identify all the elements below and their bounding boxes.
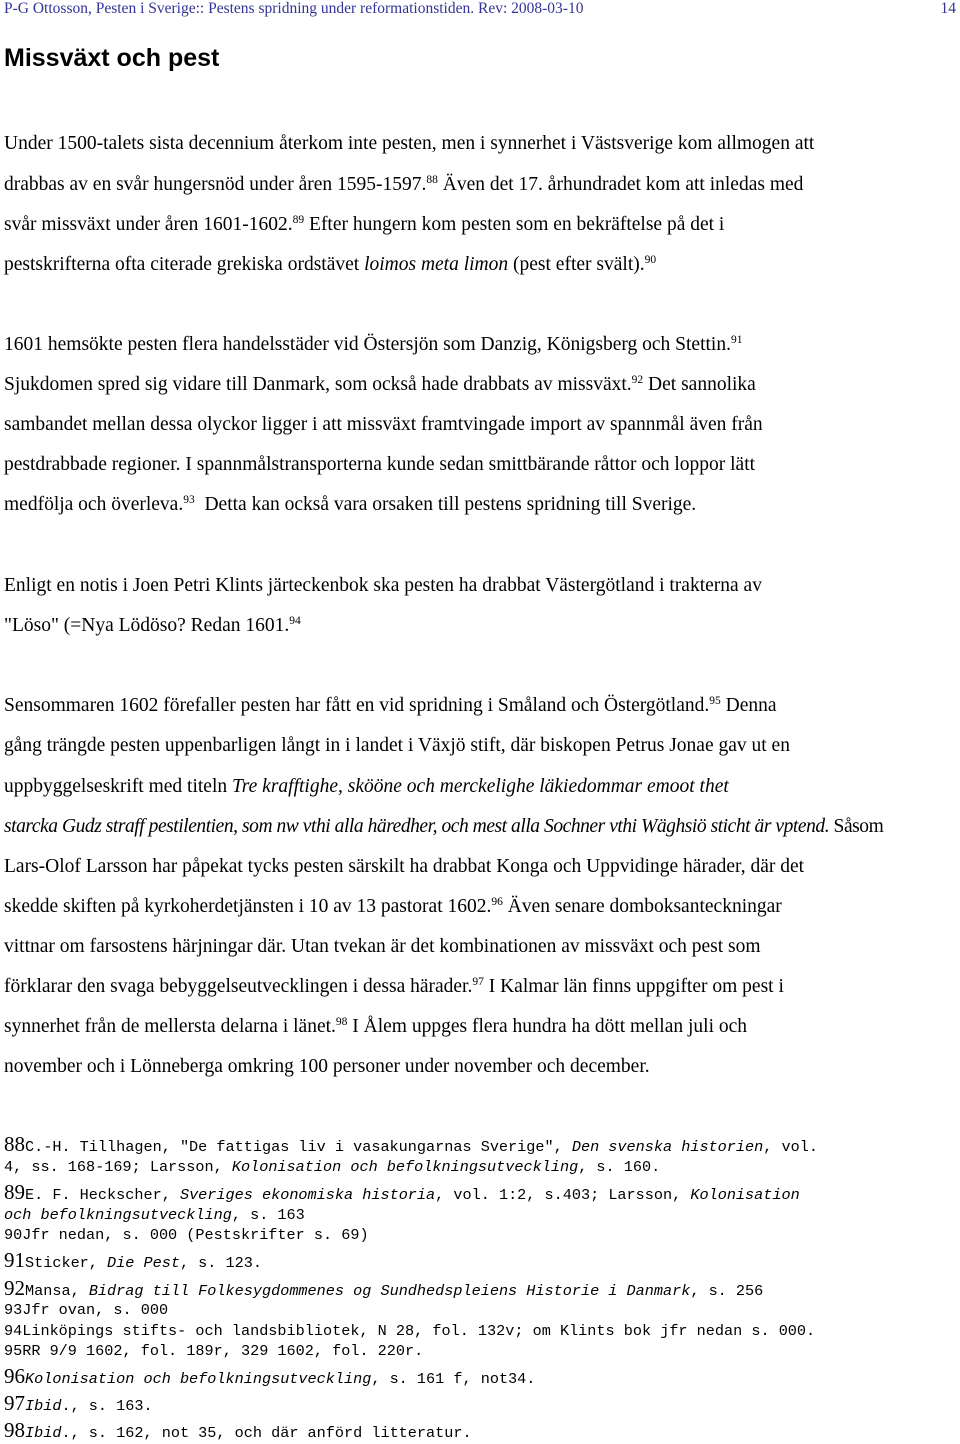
body-line: uppbyggelseskrift med titeln Tre krafftighe, skööne och merckelighe läkiedommar emoot thet (4, 776, 729, 797)
footnote-ref[interactable]: 96 (491, 896, 503, 908)
footnote-ref[interactable]: 95 (709, 695, 721, 707)
body-line: gång trängde pesten uppenbarligen långt in i landet i Växjö stift, där biskopen Petrus Jonae gav ut en (4, 735, 790, 756)
footnote-89-cont: och befolkningsutveckling, s. 163 (4, 1206, 305, 1224)
footnote-ref[interactable]: 97 (472, 976, 484, 988)
footnote-88-cont: 4, ss. 168-169; Larsson, Kolonisation och befolkningsutveckling, s. 160. (4, 1158, 661, 1176)
body-line: skedde skiften på kyrkoherdetjänsten i 10 av 13 pastorat 1602.96 Även senare domboksanteckningar (4, 896, 782, 917)
footnote-93: 93Jfr ovan, s. 000 (4, 1301, 169, 1319)
footnote-92: 92Mansa, Bidrag till Folkesygdommenes og Sundhedspleiens Historie i Danmark, s. 256 (4, 1276, 764, 1300)
footnote-ref[interactable]: 90 (644, 254, 657, 266)
page-number: 14 (940, 0, 956, 17)
body-line: pestskrifterna ofta citerade grekiska ordstävet loimos meta limon (pest efter svält).$^{90}$ (4, 254, 657, 275)
footnote-98: 98Ibid., s. 162, not 35, och där anförd litteratur. (4, 1418, 472, 1442)
body-line: "Löso" (=Nya Lödöso? Redan 1601.94 (4, 615, 301, 636)
body-line: starcka Gudz straff pestilentien, som nw vthi alla häredher, och mest alla Sochner vthi Wäghsiö sticht är vptend. Såsom (4, 816, 884, 837)
footnote-95: 95RR 9/9 1602, fol. 189r, 329 1602, fol. 220r. (4, 1342, 424, 1360)
footnote-ref[interactable]: 91 (730, 334, 743, 346)
body-line: drabbas av en svår hungersnöd under åren 1595-1597.88 Även det 17. århundradet kom att inledas med (4, 174, 804, 195)
body-line: Under 1500-talets sista decennium återkom inte pesten, men i synnerhet i Västsverige kom allmogen att (4, 133, 815, 154)
book-title: Tre krafftighe, skööne och merckelighe läkiedommar emoot thet (232, 776, 729, 797)
footnote-97: 97Ibid., s. 163. (4, 1391, 153, 1415)
body-line: pestdrabbade regioner. I spannmålstransporterna kunde sedan smittbärande råttor och loppor lätt (4, 454, 756, 475)
footnote-90: 90Jfr nedan, s. 000 (Pestskrifter s. 69) (4, 1226, 369, 1244)
book-title: starcka Gudz straff pestilentien, som nw vthi alla häredher, och mest alla Sochner vthi Wäghsiö sticht är vptend. (4, 816, 830, 837)
footnote-96: 96Kolonisation och befolkningsutveckling, s. 161 f, not34. (4, 1364, 536, 1388)
footnote-ref[interactable]: 93 (183, 494, 195, 506)
footnote-ref[interactable]: 98 (335, 1016, 348, 1028)
body-line: synnerhet från de mellersta delarna i länet.$^{98}$ I Ålem uppges flera hundra ha dött mellan juli och (4, 1016, 748, 1037)
body-line: svår missväxt under åren 1601-1602.89 Efter hungern kom pesten som en bekräftelse på det i (4, 214, 725, 235)
body-line: 1601 hemsökte pesten flera handelsstäder vid Östersjön som Danzig, Königsberg och Stettin.$^{91}$ (4, 334, 743, 355)
body-line: Lars-Olof Larsson har påpekat tycks pesten särskilt ha drabbat Konga och Uppvidinge härader, där det (4, 856, 805, 877)
footnote-94: 94Linköpings stifts- och landsbibliotek, N 28, fol. 132v; om Klints bok jfr nedan s. 000. (4, 1322, 816, 1340)
body-line: Enligt en notis i Joen Petri Klints järteckenbok ska pesten ha drabbat Västergötland i trakterna av (4, 575, 762, 596)
footnote-ref[interactable]: 88 (426, 174, 438, 186)
footnote-ref[interactable]: 89 (292, 214, 305, 226)
body-line: sambandet mellan dessa olyckor ligger i att missväxt framtvingade import av spannmål även från (4, 414, 763, 435)
footnote-88: 88C.-H. Tillhagen, "De fattigas liv i vasakungarnas Sverige", Den svenska historien, vol. (4, 1132, 818, 1156)
footnote-ref[interactable]: 94 (289, 615, 301, 627)
footnote-ref[interactable]: 92 (631, 374, 644, 386)
header-title: P-G Ottosson, Pesten i Sverige:: Pestens spridning under reformationstiden. Rev: 2008-03-10 (4, 0, 584, 17)
running-header (4, 0, 956, 18)
body-line: Sjukdomen spred sig vidare till Danmark, som också hade drabbats av missväxt.$^{92}$ Det sannolika (4, 374, 756, 395)
section-heading: Missväxt och pest (4, 44, 220, 72)
body-line: Sensommaren 1602 förefaller pesten har fått en vid spridning i Småland och Östergötland.$^{95}$ Denna (4, 695, 777, 716)
footnote-91: 91Sticker, Die Pest, s. 123. (4, 1248, 262, 1272)
body-line: vittnar om farsostens härjningar där. Utan tvekan är det kombinationen av missväxt och pest som (4, 936, 761, 957)
body-line: medfölja och överleva.$^{93}$ Detta kan också vara orsaken till pestens spridning till Sverige. (4, 494, 697, 515)
body-line: november och i Lönneberga omkring 100 personer under november och december. (4, 1056, 650, 1077)
body-line: förklarar den svaga bebyggelseutvecklingen i dessa härader.$^{97}$ I Kalmar län finns uppgifter om pest i (4, 976, 784, 997)
footnote-89: 89E. F. Heckscher, Sveriges ekonomiska historia, vol. 1:2, s.403; Larsson, Kolonisation (4, 1180, 800, 1204)
